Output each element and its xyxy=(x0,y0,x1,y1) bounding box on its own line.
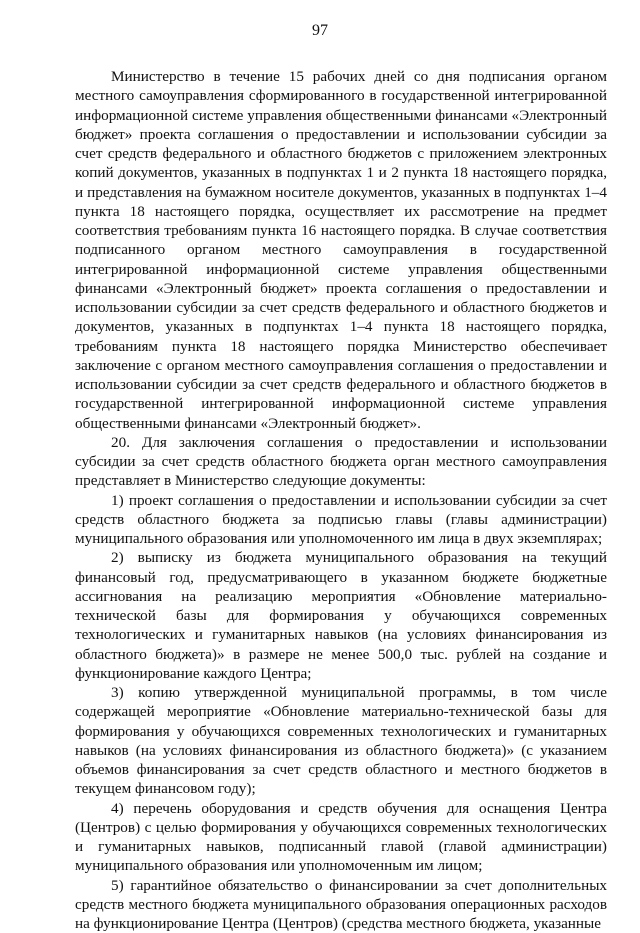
list-item-4-equipment-list: 4) перечень оборудования и средств обучения для оснащения Центра (Центров) с целью формирования у обучающихся современных технологических и гуманитарных навыков, подписанный главой (главой администрации) муниципального образования или уполномоченным им лицом; xyxy=(75,799,607,876)
paragraph-ministry-review: Министерство в течение 15 рабочих дней со дня подписания органом местного самоуправления сформированного в государственной интегрированной информационной системе управления общественными финансами «Электронный бюджет» проекта соглашения о предоставлении и использовании субсидии за счет средств федерального и областного бюджетов с приложением электронных копий документов, указанных в подпунктах 1 и 2 пункта 18 настоящего порядка, и представления на бумажном носителе документов, указанных в подпунктах 1–4 пункта 18 настоящего порядка, осуществляет их рассмотрение на предмет соответствия требованиям пункта 16 настоящего порядка. В случае соответствия подписанного органом местного самоуправления в государственной интегрированной информационной системе управления общественными финансами «Электронный бюджет» проекта соглашения о предоставлении и использовании субсидии за счет средств федерального и областного бюджетов и документов, указанных в подпунктах 1–4 пункта 18 настоящего порядка, требованиям пункта 18 настоящего порядка Министерство обеспечивает заключение с органом местного самоуправления соглашения о предоставлении и использовании субсидии за счет средств федерального и областного бюджетов в государственной интегрированной информационной системе управления общественными финансами «Электронный бюджет». xyxy=(75,67,607,433)
page-number: 97 xyxy=(0,22,640,40)
list-item-1-draft-agreement: 1) проект соглашения о предоставлении и использовании субсидии за счет средств областного бюджета за подписью главы (главы администрации) муниципального образования или уполномоченного им лица в двух экземплярах; xyxy=(75,491,607,549)
document-body xyxy=(75,67,607,933)
list-item-2-budget-extract: 2) выписку из бюджета муниципального образования на текущий финансовый год, предусматривающего в указанном бюджете бюджетные ассигнования на реализацию мероприятия «Обновление материально-технической базы для формирования у обучающихся современных технологических и гуманитарных навыков (на условиях финансирования из областного бюджета)» в размере не менее 500,0 тыс. рублей на создание и функционирование каждого Центра; xyxy=(75,548,607,683)
list-item-3-municipal-program: 3) копию утвержденной муниципальной программы, в том числе содержащей мероприятие «Обновление материально-технической базы для формирования у обучающихся современных технологических и гуманитарных навыков (на условиях финансирования из областного бюджета)» (с указанием объемов финансирования за счет средств областного и местного бюджетов в текущем финансовом году); xyxy=(75,683,607,799)
list-item-5-guarantee-obligation: 5) гарантийное обязательство о финансировании за счет дополнительных средств местного бюджета муниципального образования операционных расходов на функционирование Центра (Центров) (средства местного бюджета, указанные xyxy=(75,876,607,933)
paragraph-20-documents-list: 20. Для заключения соглашения о предоставлении и использовании субсидии за счет средств областного бюджета орган местного самоуправления представляет в Министерство следующие документы: xyxy=(75,433,607,491)
